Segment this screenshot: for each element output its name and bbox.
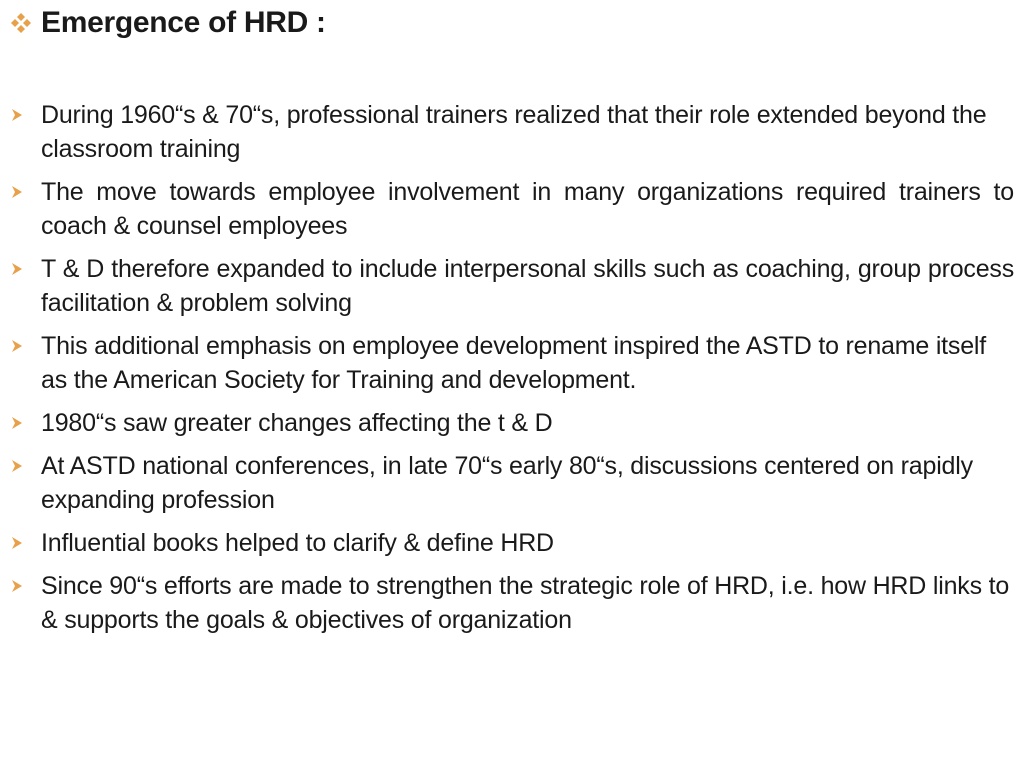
arrowhead-bullet-icon [8,406,41,440]
list-item [8,175,1014,243]
bullet-text: Since 90“s efforts are made to strengthen the strategic role of HRD, i.e. how HRD links to & supports the goals & objectives of organization [41,572,1010,634]
list-item [8,329,1014,397]
list-item [8,406,1014,440]
bullet-list [8,98,1014,646]
bullet-text: Influential books helped to clarify & define HRD [41,529,554,557]
arrowhead-bullet-icon [8,329,41,363]
list-item [8,569,1014,637]
arrowhead-bullet-icon [8,175,41,209]
list-item [8,98,1014,166]
list-item [8,449,1014,517]
bullet-text: T & D therefore expanded to include interpersonal skills such as coaching, group process facilitation & problem solving [41,255,1014,317]
arrowhead-bullet-icon [8,569,41,603]
four-diamond-bullet-icon [10,12,32,34]
bullet-text: The move towards employee involvement in many organizations required trainers to coach & counsel employees [41,178,1014,240]
bullet-text: This additional emphasis on employee development inspired the ASTD to rename itself as the American Society for Training and development. [41,332,987,394]
page-title: Emergence of HRD : [41,6,326,39]
bullet-text: During 1960“s & 70“s, professional trainers realized that their role extended beyond the classroom training [41,101,987,163]
arrowhead-bullet-icon [8,449,41,483]
bullet-text: 1980“s saw greater changes affecting the t & D [41,409,553,437]
arrowhead-bullet-icon [8,252,41,286]
arrowhead-bullet-icon [8,526,41,560]
list-item [8,252,1014,320]
list-item [8,526,1014,560]
arrowhead-bullet-icon [8,98,41,132]
bullet-text: At ASTD national conferences, in late 70“s early 80“s, discussions centered on rapidly expanding profession [41,452,973,514]
title-row [10,6,326,40]
